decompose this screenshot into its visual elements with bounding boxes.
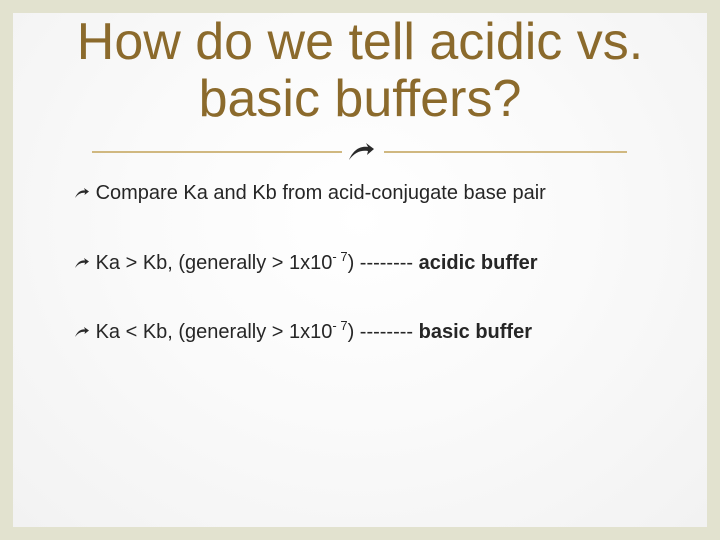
bullet-emphasis: basic buffer bbox=[418, 321, 532, 343]
swoosh-arrow-icon bbox=[74, 256, 90, 270]
bullet-item bbox=[74, 182, 546, 205]
bullet-text: Ka < Kb, (generally > 1x10 bbox=[95, 321, 333, 343]
bullet-item bbox=[74, 249, 538, 275]
exponent: - 7 bbox=[332, 318, 348, 333]
title-rule-right bbox=[384, 151, 627, 153]
slide-title bbox=[0, 14, 720, 128]
bullet-text-suffix: ) -------- bbox=[347, 321, 414, 343]
bullet-item bbox=[74, 318, 532, 344]
swoosh-arrow-icon bbox=[346, 140, 376, 164]
bullet-text: Ka > Kb, (generally > 1x10 bbox=[95, 252, 333, 274]
swoosh-arrow-icon bbox=[74, 186, 90, 200]
title-line-1: How do we tell acidic vs. bbox=[76, 13, 644, 71]
swoosh-arrow-icon bbox=[74, 325, 90, 339]
title-rule-left bbox=[92, 151, 342, 153]
bullet-emphasis: acidic buffer bbox=[418, 252, 538, 274]
bullet-text-suffix: ) -------- bbox=[347, 252, 414, 274]
exponent: - 7 bbox=[332, 249, 348, 264]
title-line-2: basic buffers? bbox=[198, 70, 522, 128]
bullet-text: Compare Ka and Kb from acid-conjugate base pair bbox=[95, 182, 546, 204]
